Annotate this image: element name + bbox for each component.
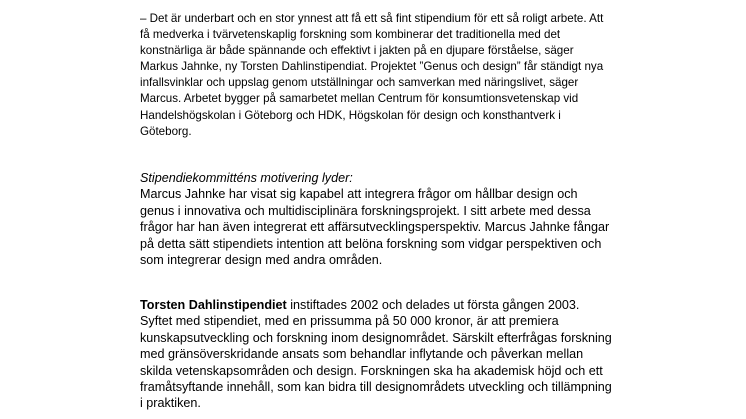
motivation-section [140,170,615,268]
about-paragraph [140,297,615,412]
quote-paragraph: – Det är underbart och en stor ynnest att få ett så fint stipendium för ett så roligt arbete. Att få medverka i tvärvetenskaplig forskning som kombinerar det traditionella med det konstnärliga är både spännande och effektivt i jakten på en djupare förståelse, säger Markus Jahnke, ny Torsten Dahlinstipendiat. Projektet ”Genus och design” får ständigt nya infallsvinklar och uppslag genom utställningar och samverkan med näringslivet, säger Marcus. Arbetet bygger på samarbetet mellan Centrum för konsumtionsvetenskap vid Handelshögskolan i Göteborg och HDK, Högskolan för design och konsthantverk i Göteborg. [140,12,604,138]
about-text: instiftades 2002 och delades ut första gången 2003. Syftet med stipendiet, med en prissumma på 50 000 kronor, är att premiera kunskapsutveckling och forskning inom designområdet. Särskilt efterfrågas forskning med gränsöverskridande ansats som behandlar inflytande och påverkan mellan skilda vetenskapsområden och design. Forskningen ska ha akademisk höjd och ett framåtsyftande innehåll, som kan bidra till designområdets utveckling och tillämpning i praktiken. [140,298,612,411]
about-bold-title: Torsten Dahlinstipendiet [140,298,287,312]
motivation-heading: Stipendiekommitténs motivering lyder: [140,171,353,185]
motivation-text: Marcus Jahnke har visat sig kapabel att integrera frågor om hållbar design och genus i innovativa och multidisciplinära forskningsprojekt. I sitt arbete med dessa frågor har han även integrerat ett affärsutvecklingsperspektiv. Marcus Jahnke fångar på detta sätt stipendiets intention att belöna forskning som vidgar perspektiven och som integrerar design med andra områden. [140,187,610,268]
